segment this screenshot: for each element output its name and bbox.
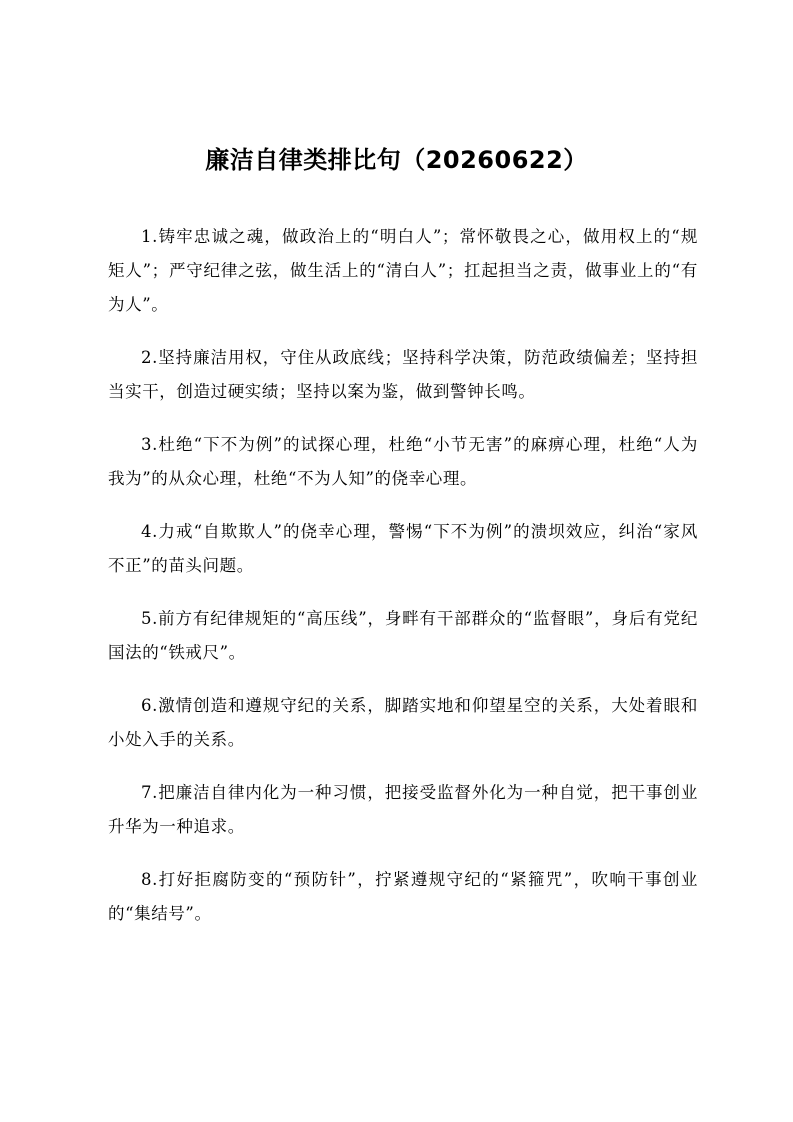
document-body	[108, 220, 698, 950]
paragraph-6: 6.激情创造和遵规守纪的关系，脚踏实地和仰望星空的关系，大处着眼和小处入手的关系。	[108, 696, 698, 749]
paragraph-5: 5.前方有纪律规矩的“高压线”，身畔有干部群众的“监督眼”，身后有党纪国法的“铁戒尺”。	[108, 609, 698, 662]
paragraph-4: 4.力戒“自欺欺人”的侥幸心理，警惕“下不为例”的溃坝效应，纠治“家风不正”的苗头问题。	[108, 522, 698, 575]
paragraph-7: 7.把廉洁自律内化为一种习惯，把接受监督外化为一种自觉，把干事创业升华为一种追求。	[108, 783, 698, 836]
document-title: 廉洁自律类排比句（20260622）	[205, 146, 588, 174]
paragraph-8: 8.打好拒腐防变的“预防针”，拧紧遵规守纪的“紧箍咒”，吹响干事创业的“集结号”。	[108, 870, 698, 923]
paragraph-3: 3.杜绝“下不为例”的试探心理，杜绝“小节无害”的麻痹心理，杜绝“人为我为”的从众心理，杜绝“不为人知”的侥幸心理。	[108, 435, 698, 488]
paragraph-1: 1.铸牢忠诚之魂，做政治上的“明白人”；常怀敬畏之心，做用权上的“规矩人”；严守纪律之弦，做生活上的“清白人”；扛起担当之责，做事业上的“有为人”。	[108, 227, 698, 314]
paragraph-2: 2.坚持廉洁用权，守住从政底线；坚持科学决策，防范政绩偏差；坚持担当实干，创造过硬实绩；坚持以案为鉴，做到警钟长鸣。	[108, 348, 698, 401]
